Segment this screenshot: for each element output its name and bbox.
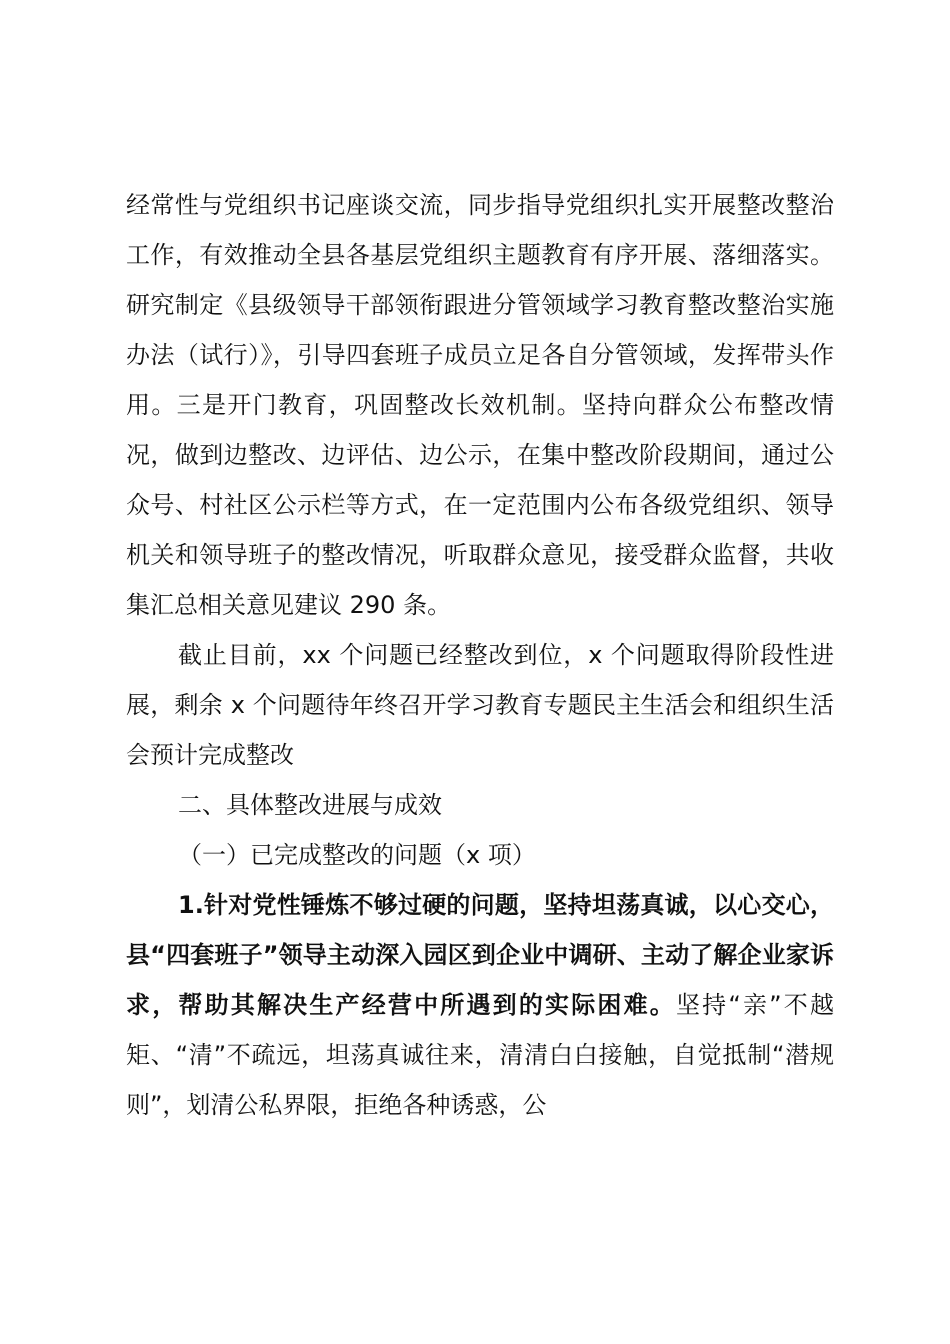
item-1-bold-lead: 1.针对党性锤炼不够过硬的问题，坚持坦荡真诚，以心交心，县“四套班子”领导主动深入园区到企业中调研、主动了解企业家诉求，帮助其解决生产经营中所遇到的实际困难。 [126,891,834,1019]
subsection-heading: （一）已完成整改的问题（x 项） [178,841,536,869]
section-heading: 二、具体整改进展与成效 [178,791,442,819]
document-body [126,180,834,1130]
paragraph-continuation: 经常性与党组织书记座谈交流，同步指导党组织扎实开展整改整治工作，有效推动全县各基层党组织主题教育有序开展、落细落实。研究制定《县级领导干部领衔跟进分管领域学习教育整改整治实施办法（试行）》，引导四套班子成员立足各自分管领域，发挥带头作用。三是开门教育，巩固整改长效机制。坚持向群众公布整改情况，做到边整改、边评估、边公示，在集中整改阶段期间，通过公众号、村社区公示栏等方式，在一定范围内公布各级党组织、领导机关和领导班子的整改情况，听取群众意见，接受群众监督，共收集汇总相关意见建议 290 条。 [126,191,834,619]
paragraph-progress-summary: 截止目前，xx 个问题已经整改到位，x 个问题取得阶段性进展，剩余 x 个问题待年终召开学习教育专题民主生活会和组织生活会预计完成整改 [126,641,834,769]
paragraph-item-1 [126,880,834,1130]
item-1-body: 坚持“亲”不越矩、“清”不疏远，坦荡真诚往来，清清白白接触，自觉抵制“潜规则”，划清公私界限，拒绝各种诱惑，公 [126,991,834,1119]
